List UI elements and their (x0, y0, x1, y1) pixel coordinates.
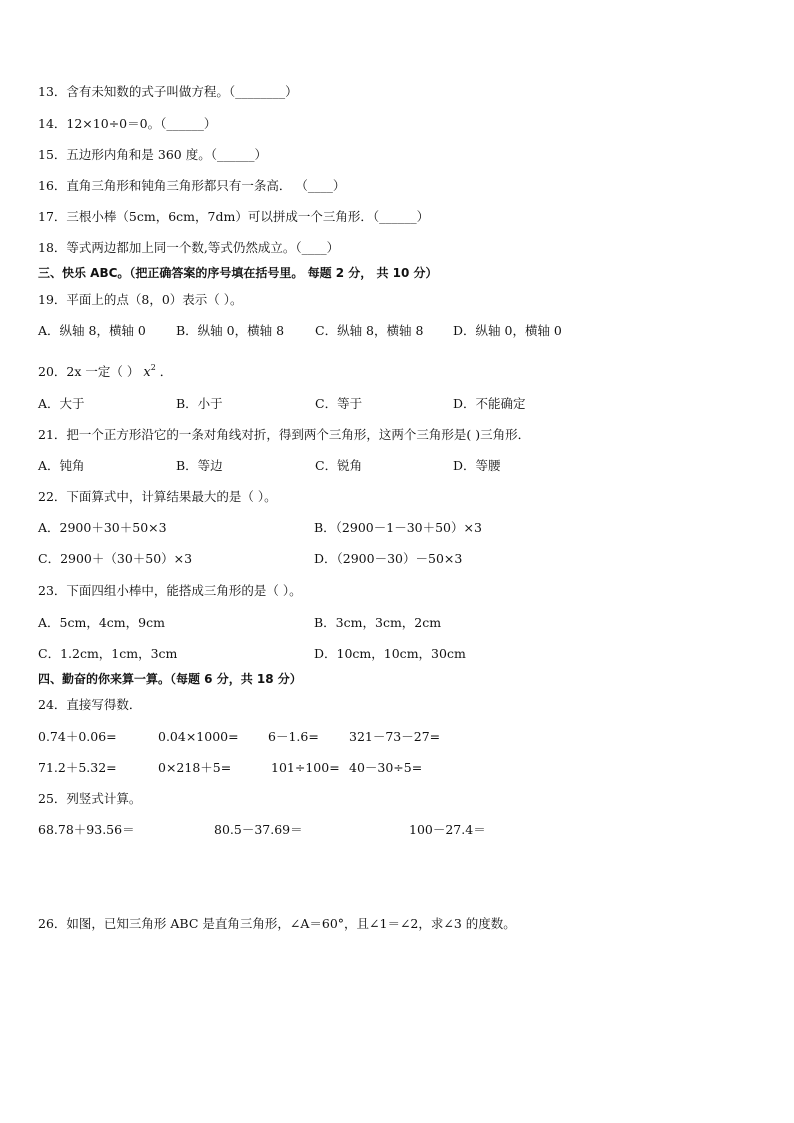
q24-r1-c1: 0.74＋0.06= (38, 729, 117, 744)
q20-x-squared (143, 365, 155, 380)
q19-option-a: A．纵轴 8，横轴 0 (38, 323, 146, 338)
q19-option-c: C．纵轴 8，横轴 8 (315, 323, 424, 338)
question-26-stem: 26．如图，已知三角形 ABC 是直角三角形，∠A＝60°，且∠1＝∠2，求∠3 的度数。 (38, 916, 516, 931)
q24-r2-c4: 40－30÷5= (349, 760, 423, 775)
q20-var: x (143, 365, 151, 380)
question-17: 17．三根小棒（5cm，6cm，7dm）可以拼成一个三角形．（______） (38, 209, 430, 224)
q23-option-b: B．3cm，3cm，2cm (314, 615, 442, 630)
question-18: 18．等式两边都加上同一个数,等式仍然成立。（____） (38, 240, 340, 255)
q23-option-c: C．1.2cm，1cm，3cm (38, 646, 178, 661)
q19-option-d: D．纵轴 0，横轴 0 (453, 323, 562, 338)
q22-option-a: A．2900＋30＋50×3 (38, 520, 167, 535)
q25-item-2: 80.5－37.69＝ (214, 822, 303, 837)
question-14: 14．12×10÷0＝0。（______） (38, 116, 217, 131)
question-16: 16．直角三角形和钝角三角形都只有一条高． （____） (38, 178, 346, 193)
q22-option-d: D．（2900－30）－50×3 (314, 551, 463, 566)
q20-option-d: D．不能确定 (453, 396, 526, 411)
q24-r2-c1: 71.2＋5.32= (38, 760, 117, 775)
q20-exponent: 2 (150, 363, 156, 372)
section-3-title: 三、快乐 ABC。（把正确答案的序号填在括号里。 每题 2 分， 共 10 分） (38, 266, 438, 280)
question-22-stem: 22．下面算式中，计算结果最大的是（ ）。 (38, 489, 277, 504)
question-23-stem: 23．下面四组小棒中，能搭成三角形的是（ ）。 (38, 583, 302, 598)
q23-option-d: D．10cm，10cm，30cm (314, 646, 466, 661)
question-19-stem: 19．平面上的点（8，0）表示（ ）。 (38, 292, 243, 307)
q19-option-b: B．纵轴 0，横轴 8 (176, 323, 285, 338)
q25-item-3: 100－27.4＝ (409, 822, 486, 837)
q24-r1-c3: 6－1.6= (268, 729, 319, 744)
q20-stem-prefix: 20．2x 一定（ ） (38, 364, 140, 379)
q22-option-c: C．2900＋（30＋50）×3 (38, 551, 193, 566)
q25-item-1: 68.78＋93.56＝ (38, 822, 135, 837)
q22-option-b: B．（2900－1－30＋50）×3 (314, 520, 482, 535)
q20-option-b: B．小于 (176, 396, 223, 411)
section-4-title: 四、勤奋的你来算一算。（每题 6 分，共 18 分） (38, 672, 302, 686)
q24-r1-c2: 0.04×1000= (158, 729, 239, 744)
q21-option-a: A．钝角 (38, 458, 85, 473)
q20-stem-suffix: ． (159, 364, 173, 379)
q24-r1-c4: 321－73－27= (349, 729, 441, 744)
q21-option-b: B．等边 (176, 458, 223, 473)
q24-r2-c3: 101÷100= (271, 760, 340, 775)
q21-option-d: D．等腰 (453, 458, 501, 473)
q23-option-a: A．5cm，4cm，9cm (38, 615, 165, 630)
q24-r2-c2: 0×218＋5= (158, 760, 232, 775)
question-25-stem: 25．列竖式计算。 (38, 791, 142, 806)
q20-option-c: C．等于 (315, 396, 363, 411)
question-13: 13．含有未知数的式子叫做方程。（________） (38, 84, 298, 99)
q20-option-a: A．大于 (38, 396, 85, 411)
q21-option-c: C．锐角 (315, 458, 363, 473)
question-24-stem: 24．直接写得数． (38, 697, 142, 712)
question-21-stem: 21．把一个正方形沿它的一条对角线对折，得到两个三角形，这两个三角形是( )三角形． (38, 427, 531, 442)
question-15: 15．五边形内角和是 360 度。（______） (38, 147, 267, 162)
question-20-stem (38, 360, 172, 381)
